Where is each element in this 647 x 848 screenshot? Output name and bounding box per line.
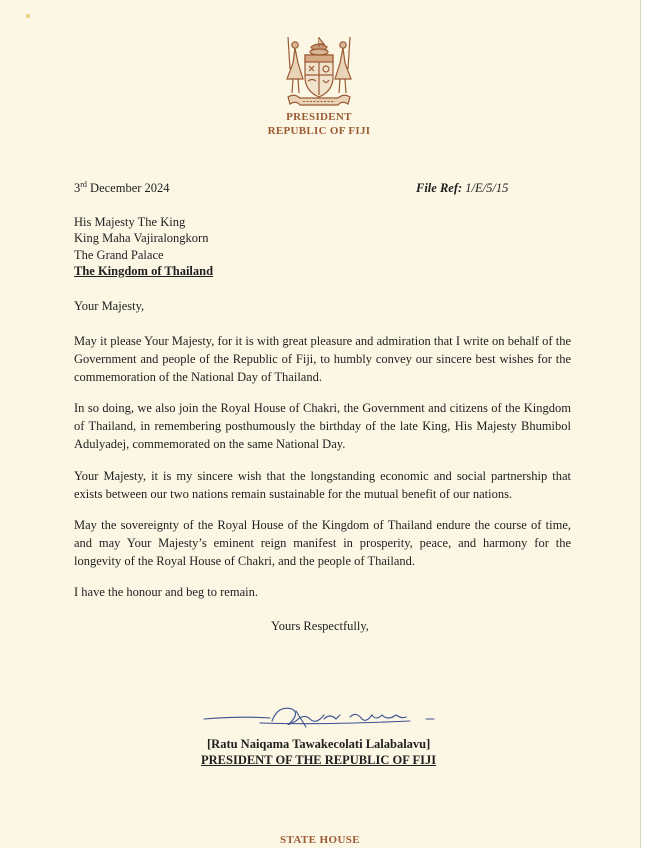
body-paragraph: May it please Your Majesty, for it is with great pleasure and admiration that I write on behalf of the Government and people of the Republic of Fiji, to humbly convey our sincere best wishes for the commemoration of the National Day of Thailand. <box>74 334 571 385</box>
handwritten-signature-icon <box>200 701 440 733</box>
signatory-name: [Ratu Naiqama Tawakecolati Lalabalavu] <box>207 737 431 751</box>
footer-state-house: STATE HOUSE <box>279 834 361 846</box>
recipient-line: His Majesty The King <box>74 215 186 229</box>
closing-line: Yours Respectfully, <box>271 619 369 633</box>
file-ref-value: 1/E/5/15 <box>462 181 509 195</box>
body-paragraph: In so doing, we also join the Royal House of Chakri, the Government and citizens of the Kingdom of Thailand, in remembering posthumously the birthday of the late King, His Majesty Bhumibol Adulyadej, commemorated on the same National Day. <box>74 401 571 452</box>
recipient-address <box>74 214 213 279</box>
signatory-title: PRESIDENT OF THE REPUBLIC OF FIJI <box>201 753 437 767</box>
body-paragraph: I have the honour and beg to remain. <box>74 585 258 599</box>
file-ref-label: File Ref: <box>416 181 463 195</box>
file-reference <box>416 181 508 196</box>
letterhead-subtitle: REPUBLIC OF FIJI <box>267 125 371 137</box>
letter-date <box>74 181 170 196</box>
body-paragraph: Your Majesty, it is my sincere wish that the longstanding economic and social partnership that exists between our two nations remain sustainable for the mutual benefit of our nations. <box>74 469 571 502</box>
letterhead-title: PRESIDENT <box>286 111 352 123</box>
recipient-line: King Maha Vajiralongkorn <box>74 231 209 246</box>
paper-speck <box>26 14 30 18</box>
date-suffix: rd <box>80 179 87 189</box>
recipient-country: The Kingdom of Thailand <box>74 263 214 278</box>
fiji-coat-of-arms-icon <box>278 33 360 111</box>
recipient-line: The Grand Palace <box>74 247 164 262</box>
date-month-year: December 2024 <box>86 181 170 195</box>
salutation: Your Majesty, <box>74 299 145 313</box>
body-paragraph: May the sovereignty of the Royal House of the Kingdom of Thailand endure the course of time, and may Your Majesty’s eminent reign manifest in prosperity, peace, and harmony for the longevity of the Royal House of Chakri, and the people of Thailand. <box>74 518 571 569</box>
date-day: 3 <box>74 181 81 195</box>
